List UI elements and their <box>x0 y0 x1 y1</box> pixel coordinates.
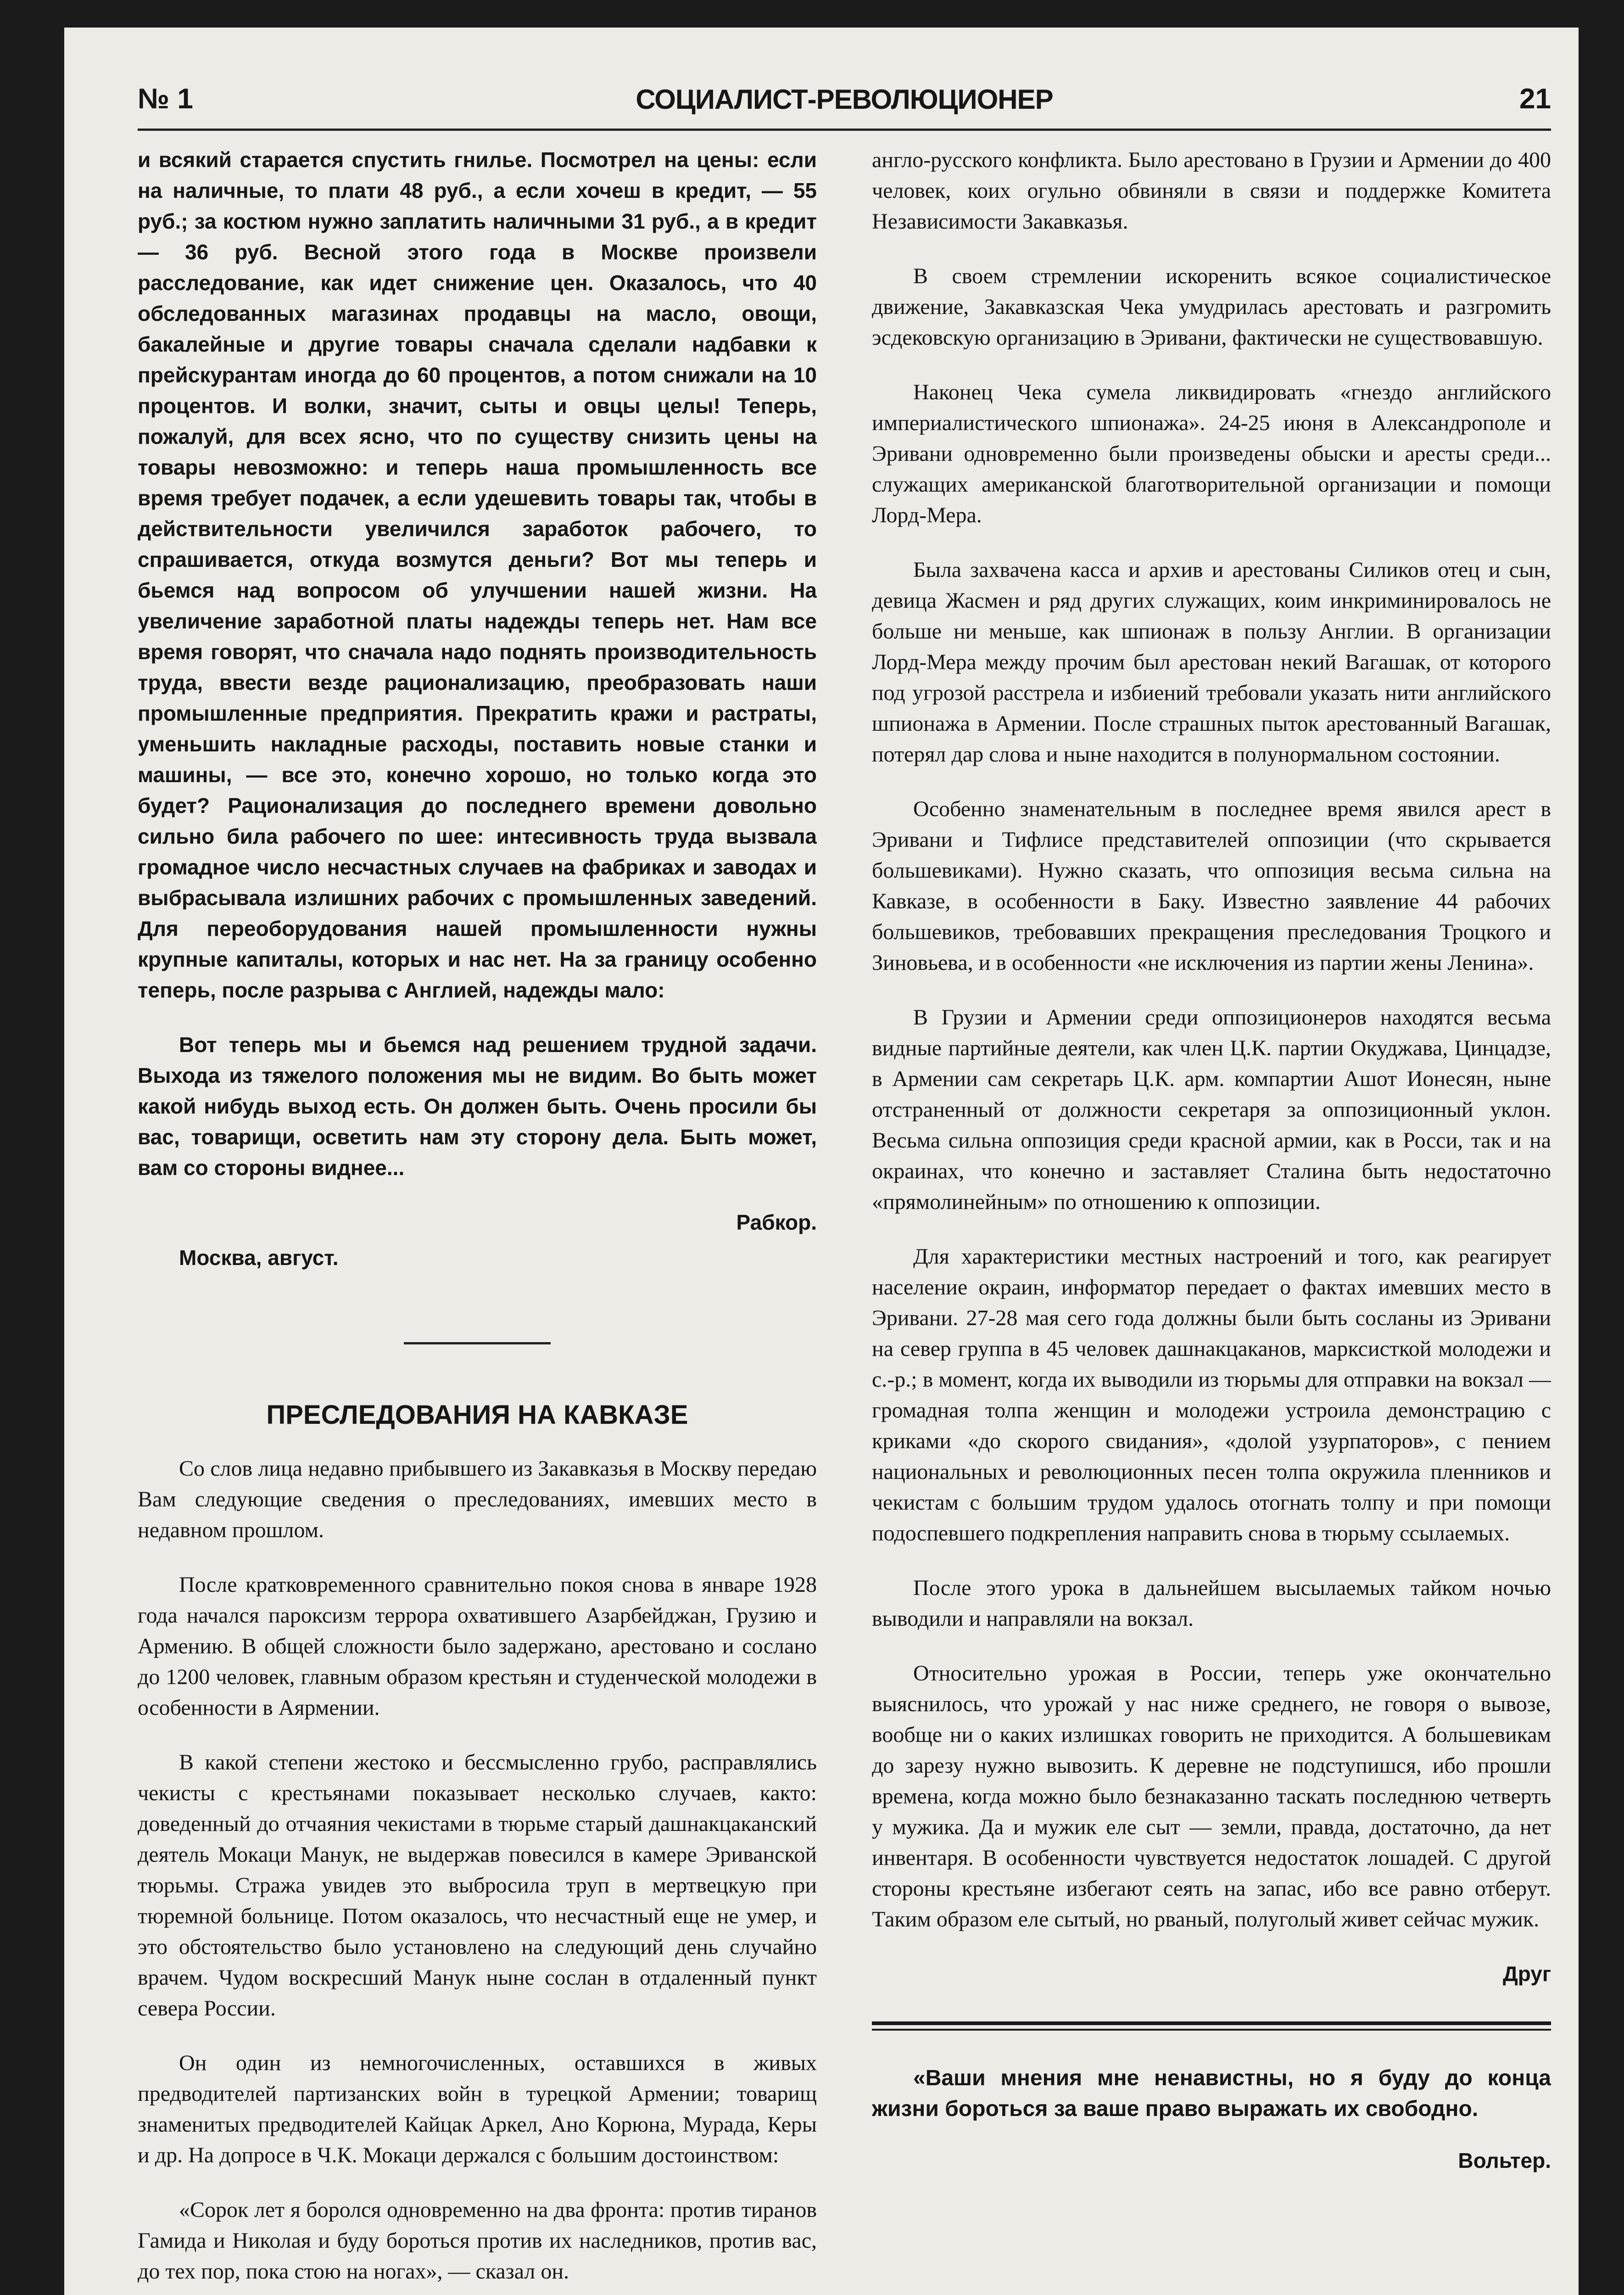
letter-place-date: Москва, август. <box>179 1246 339 1270</box>
article-paragraph: Относительно урожая в России, теперь уже окончательно выяснилось, что урожай у нас ниже среднего, не говоря о вывозе, вообще ни о каких излишках говорить не приходится. А большевикам до зарезу нужно вывозить. К деревне не подступишся, ибо прошли времена, когда можно было безнаказанно таскать последнюю четверть у мужика. Да и мужик еле сыт — земли, правда, достаточно, да нет инвентаря. В особенности чувствуется недостаток лошадей. С другой стороны крестьяне избегают сеять на запас, ибо все равно отберут. Таким образом еле сытый, но рваный, полуголый живет сейчас мужик. <box>872 1661 1551 1931</box>
quote-author: Вольтер. <box>1458 2149 1551 2172</box>
section-divider <box>404 1342 551 1344</box>
letter-paragraph: и всякий старается спустить гнилье. Посмотрел на цены: если на наличные, то плати 48 руб., а если хочеш в кредит, — 55 руб.; за костюм нужно заплатить наличными 31 руб., а в кредит — 36 руб. Весной этого года в Москве произвели расследование, как идет снижение цен. Оказалось, что 40 обследованных магазинах продавцы на масло, овощи, бакалейные и другие товары сначала сделали надбавки к прейскурантам иногда до 60 процентов, а потом снижали на 10 процентов. И волки, значит, сыты и овцы целы! Теперь, пожалуй, для всех ясно, что по существу снизить цены на товары невозможно: и теперь наша промышленность все время требует подачек, а если удешевить товары так, чтобы в действительности увеличился заработок рабочего, то спрашивается, откуда возмутся деньги? Вот мы теперь и бьемся над вопросом об улучшении нашей жизни. На увеличение заработной платы надежды теперь нет. Нам все время говорят, что сначала надо поднять производительность труда, ввести везде рационализацию, преобразовать наши промышленные предприятия. Прекратить кражи и растраты, уменьшить накладные расходы, поставить новые станки и машины, — все это, конечно хорошо, но только когда это будет? Рационализация до последнего времени довольно сильно била рабочего по шее: интесивность труда вызвала громадное число несчастных случаев на фабриках и заводах и выбрасывала излишних рабочих с промышленных заведений. Для переоборудования нашей промышленности нужны крупные капиталы, которых и нас нет. На за границу особенно теперь, после разрыва с Англией, надежды мало: <box>138 148 817 1002</box>
article-paragraph: Особенно знаменательным в последнее время явился арест в Эривани и Тифлисе представителей оппозиции (что скрывается большевиками). Нужно сказать, что оппозиция весьма сильна на Кавказе, в особенности в Баку. Известно заявление 44 рабочих большевиков, требовавших прекращения преследования Троцкого и Зиновьева, и в особенности «не исключения из партии жены Ленина». <box>872 797 1551 975</box>
quote-rule-thick <box>872 2021 1551 2025</box>
article-paragraph: После этого урока в дальнейшем высылаемых тайком ночью выводили и направляли на вокзал. <box>872 1576 1551 1631</box>
article-title: ПРЕСЛЕДОВАНИЯ НА КАВКАЗЕ <box>266 1400 688 1430</box>
article-paragraph: После кратковременного сравнительно покоя снова в январе 1928 года начался пароксизм террора охватившего Азарбейджан, Грузию и Армению. В общей сложности было задержано, арестовано и сослано до 1200 человек, главным образом крестьян и студенческой молодежи в особенности в Аярмении. <box>138 1573 817 1720</box>
article-paragraph: В Грузии и Армении среди оппозиционеров находятся весьма видные партийные деятели, как член Ц.К. партии Окуджава, Цинцадзе, в Армении сам секретарь Ц.К. арм. компартии Ашот Ионесян, ныне отстраненный от должности секретаря за оппозиционный уклон. Весьма сильна оппозиция среди красной армии, как в Росси, так и на окраинах, что конечно и заставляет Сталина быть недостаточно «прямолинейным» по отношению к оппозиции. <box>872 1005 1551 1214</box>
article-paragraph: Со слов лица недавно прибывшего из Закавказья в Москву передаю Вам следующие сведения о преследованиях, имевших место в недавном прошлом. <box>138 1456 817 1542</box>
article-paragraph: «Сорок лет я боролся одновременно на два фронта: против тиранов Гамида и Николая и буду бороться против их наследников, против вас, до тех пор, пока стою на ногах», — сказал он. <box>138 2198 817 2284</box>
article-paragraph: Была захвачена касса и архив и арестованы Силиков отец и сын, девица Жасмен и ряд других служащих, коим инкриминировалось не больше ни меньше, как шпионаж в пользу Англии. В организации Лорд-Мера между прочим был арестован некий Вагашак, от которого под угрозой расстрела и избиений требовали указать нити английского шпионажа в Армении. После страшных пыток арестованный Вагашак, потерял дар слова и ныне находится в полунормальном состоянии. <box>872 558 1551 767</box>
voltaire-quote: «Ваши мнения мне ненавистны, но я буду до конца жизни бороться за ваше право выражать их свободно. <box>872 2066 1551 2121</box>
letter-paragraph: Вот теперь мы и бьемся над решением трудной задачи. Выхода из тяжелого положения мы не видим. Во быть может какой нибудь выход есть. Он должен быть. Очень просили бы вас, товарищи, осветить нам эту сторону дела. Быть может, вам со стороны виднее... <box>138 1033 817 1180</box>
article-paragraph: Для характеристики местных настроений и того, как реагирует население окраин, информатор передает о фактах имевших место в Эривани. 27-28 мая сего года должны были быть сосланы из Эривани на север группа в 45 человек дашнакцаканов, марксисткой молодежи и с.-р.; в момент, когда их выводили из тюрьмы для отправки на вокзал — громадная толпа женщин и молодежи устроила демонстрацию с криками «до скорого свидания», «долой узурпаторов», с пением национальных и революционных песен толпа окружила пленников и чекистам с большим трудом удалось отогнать толпу и при помощи подоспевшего подкрепления направить снова в тюрьму ссылаемых. <box>872 1244 1551 1545</box>
article-paragraph: В какой степени жестоко и бессмысленно грубо, расправлялись чекисты с крестьянами показывает несколько случаев, както: доведенный до отчаяния чекистами в тюрьме старый дашнакцаканский деятель Мокаци Манук, не выдержав повесился в камере Эриванской тюрьмы. Стража увидев это выбросила труп в мертвецкую при тюремной больнице. Потом оказалось, что несчастный еще не умер, и это обстоятельство было установлено на следующий день случайно врачем. Чудом воскресший Манук ныне сослан в отдаленный пункт севера России. <box>138 1750 817 2021</box>
letter-signature: Рабкор. <box>736 1210 817 1234</box>
article-paragraph: англо-русского конфликта. Было арестовано в Грузии и Армении до 400 человек, коих огульно обвиняли в связи и поддержке Комитета Независимости Закавказья. <box>872 148 1551 234</box>
newspaper-title: СОЦИАЛИСТ-РЕВОЛЮЦИОНЕР <box>636 84 1053 115</box>
right-column <box>872 145 1551 2295</box>
worker-letter <box>138 145 817 1273</box>
article-paragraph: Наконец Чека сумела ликвидировать «гнездо английского империалистического шпионажа». 24-25 июня в Александрополе и Эривани одновременно были произведены обыски и аресты среди... служащих американской благотворительной организации и помощи Лорд-Мера. <box>872 380 1551 527</box>
page-header <box>138 78 1551 131</box>
article-signature: Друг <box>1502 1962 1551 1986</box>
article-paragraph: Он один из немногочисленных, оставшихся в живых предводителей партизанских войн в турецкой Армении; товарищ знаменитых предводителей Кайцак Аркел, Ано Корюна, Мурада, Керы и др. На допросе в Ч.К. Мокаци держался с большим достоинством: <box>138 2051 817 2167</box>
quote-rule-thin <box>872 2029 1551 2031</box>
page-number: 21 <box>1519 83 1551 115</box>
left-column <box>138 145 817 2295</box>
article-paragraph: В своем стремлении искоренить всякое социалистическое движение, Закавказская Чека умудрилась арестовать и разгромить эсдековскую организацию в Эривани, фактически не существовавшую. <box>872 264 1551 350</box>
newspaper-page <box>64 28 1579 2295</box>
issue-number: № 1 <box>138 83 193 115</box>
